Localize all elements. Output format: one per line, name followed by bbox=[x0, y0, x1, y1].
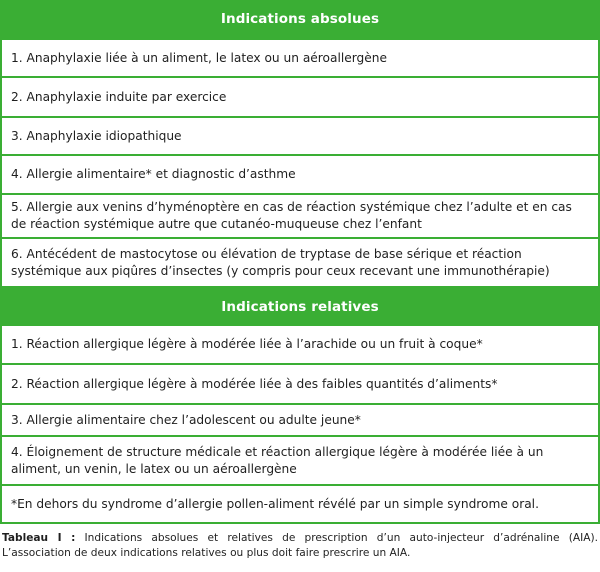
relative-item-1 bbox=[2, 326, 598, 363]
caption-text: Indications absolues et relatives de prescription d’un auto-injecteur d’adrénaline (AIA). L’association de deux indications relatives ou plus doit faire prescrire un AIA. bbox=[2, 532, 598, 559]
relative-indications-header bbox=[0, 288, 600, 325]
table-caption bbox=[2, 531, 598, 561]
relative-item-4 bbox=[2, 437, 598, 484]
absolute-item-4-text: 4. Allergie alimentaire* et diagnostic d’asthme bbox=[11, 167, 296, 181]
relative-item-2 bbox=[2, 365, 598, 403]
absolute-item-1-text: 1. Anaphylaxie liée à un aliment, le latex ou un aéroallergène bbox=[11, 50, 387, 65]
absolute-item-6-text: 6. Antécédent de mastocytose ou élévation de tryptase de base sérique et réaction systémique aux piqûres d’insectes (y compris pour ceux recevant une immunothérapie) bbox=[11, 246, 550, 278]
relative-header-label: Indications relatives bbox=[221, 298, 379, 315]
relative-item-1-text: 1. Réaction allergique légère à modérée liée à l’arachide ou un fruit à coque* bbox=[11, 337, 483, 351]
absolute-item-2-text: 2. Anaphylaxie induite par exercice bbox=[11, 89, 227, 104]
relative-item-4-text: 4. Éloignement de structure médicale et réaction allergique légère à modérée liée à un aliment, un venin, le latex ou un aéroallergène bbox=[11, 444, 544, 476]
relative-item-3-text: 3. Allergie alimentaire chez l’adolescent ou adulte jeune* bbox=[11, 412, 361, 427]
footnote-row bbox=[2, 486, 598, 522]
absolute-item-5 bbox=[2, 195, 598, 237]
absolute-item-5-text: 5. Allergie aux venins d’hyménoptère en cas de réaction systémique chez l’adulte et en cas de réaction systémique autre que cutanéo-muqueuse chez l’enfant bbox=[11, 200, 572, 231]
absolute-item-3-text: 3. Anaphylaxie idiopathique bbox=[11, 128, 182, 143]
absolute-item-3 bbox=[2, 118, 598, 154]
relative-item-2-text: 2. Réaction allergique légère à modérée liée à des faibles quantités d’aliments* bbox=[11, 376, 498, 391]
absolute-indications-header bbox=[0, 0, 600, 38]
relative-item-3 bbox=[2, 405, 598, 435]
absolute-item-2 bbox=[2, 78, 598, 116]
absolute-item-1 bbox=[2, 40, 598, 76]
caption-label: Tableau I : bbox=[2, 532, 76, 544]
absolute-item-4 bbox=[2, 156, 598, 193]
absolute-header-label: Indications absolues bbox=[220, 11, 380, 27]
absolute-item-6 bbox=[2, 239, 598, 286]
footnote-text: *En dehors du syndrome d’allergie pollen-aliment révélé par un simple syndrome oral. bbox=[11, 496, 539, 511]
